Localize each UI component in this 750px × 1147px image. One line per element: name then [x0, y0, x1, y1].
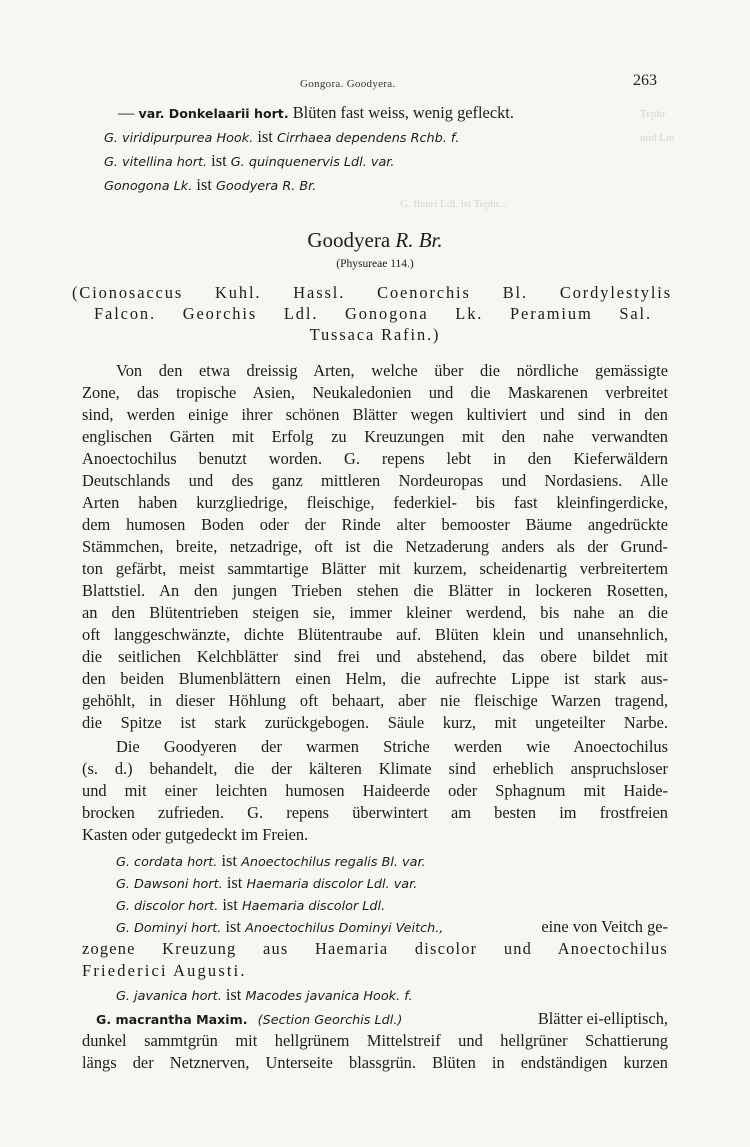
species-name: G. vitellina hort.	[104, 155, 208, 170]
text-line: und mit einer leichten humosen Haideerde oder Sphagnum mit Haide-	[82, 781, 668, 800]
bleed-through-text: Tephr	[640, 108, 666, 120]
text-line: Blattstiel. An den jungen Trieben stehen die Blätter in lockeren Rosetten,	[82, 581, 668, 600]
entry-viridipurpurea	[104, 126, 459, 150]
species-reference: G. quinquenervis Ldl. var.	[230, 155, 395, 170]
entry-text: Blätter ei-elliptisch,	[537, 1009, 668, 1028]
entry-donkelaarii	[118, 102, 514, 125]
text-line: gehöhlt, in dieser Höhlung oft behaart, aber nie fleischige Warzen tragend,	[82, 691, 668, 710]
text-line: die Spitze ist stark zurückgebogen. Säule kurz, mit ungeteilter Narbe.	[82, 713, 668, 732]
entry-text: Blüten fast weiss, wenig gefleckt.	[292, 103, 514, 122]
synonyms-line: Falcon. Georchis Ldl. Gonogona Lk. Peramium Sal.	[94, 304, 652, 323]
text-line: Stämmchen, breite, netzadrige, oft ist die Netzaderung anders als der Grund-	[82, 537, 668, 556]
species-name: G. discolor hort.	[116, 899, 219, 914]
section-reference: (Section Georchis Ldl.)	[257, 1013, 403, 1028]
entry-dawsoni	[116, 872, 417, 896]
text-line: den beiden Blumenblättern einen Helm, die aufrechte Lippe ist stark aus-	[82, 669, 668, 688]
text-line: an den Blütentrieben steigen sie, immer kleiner werdend, bis nahe an die	[82, 603, 668, 622]
entry-javanica	[116, 984, 413, 1008]
synonyms-line: Tussaca Rafin.)	[309, 325, 441, 344]
text-line: Friederici Augusti.	[82, 961, 247, 980]
text-line: dem humosen Boden oder der Rinde alter bemooster Bäume angedrückte	[82, 515, 668, 534]
synonyms-line: (Cionosaccus Kuhl. Hassl. Coenorchis Bl. Cordylestylis	[72, 283, 672, 302]
species-reference: Haemaria discolor Ldl.	[241, 899, 386, 914]
entry-discolor	[116, 894, 385, 918]
em-dash: —	[118, 103, 135, 122]
text-line: englischen Gärten mit Erfolg zu Kreuzungen mit den nahe verwandten	[82, 427, 668, 446]
species-name: G. viridipurpurea Hook.	[104, 131, 254, 146]
text-line: Die Goodyeren der warmen Striche werden wie Anoectochilus	[116, 737, 668, 756]
entry-text: ist	[257, 127, 273, 146]
entry-dominyi	[116, 916, 668, 940]
entry-macrantha	[96, 1008, 668, 1032]
text-line: Kasten oder gutgedeckt im Freien.	[82, 825, 309, 844]
text-line: Deutschlands und des ganz mittleren Nordeuropas und Nordasiens. Alle	[82, 471, 668, 490]
tribe-reference: (Physureae 114.)	[336, 258, 414, 270]
species-reference: Cirrhaea dependens Rchb. f.	[276, 131, 460, 146]
genus-name: Gonogona Lk.	[104, 179, 193, 194]
running-title: Gongora. Goodyera.	[300, 78, 396, 90]
entry-text: ist	[221, 851, 237, 870]
species-name: G. Dawsoni hort.	[116, 877, 223, 892]
species-reference: Anoectochilus regalis Bl. var.	[241, 855, 426, 870]
text-line: längs der Netznerven, Unterseite blassgrün. Blüten in endständigen kurzen	[82, 1053, 668, 1072]
entry-vitellina	[104, 150, 394, 174]
variety-name: var. Donkelaarii hort.	[138, 106, 289, 121]
page-number: 263	[633, 72, 657, 89]
entry-text: ist	[226, 873, 243, 892]
genus-author: R. Br.	[395, 228, 443, 252]
text-line: sind, werden einige ihrer schönen Blätter wegen kultiviert und sind in den	[82, 405, 668, 424]
entry-gonogona	[104, 174, 316, 198]
genus-reference: Goodyera R. Br.	[216, 179, 317, 194]
text-line: Zone, das tropische Asien, Neukaledonien und die Maskarenen verbreitet	[82, 383, 668, 402]
species-name: G. macrantha Maxim.	[96, 1012, 248, 1027]
entry-text: ist	[196, 175, 212, 194]
genus-heading	[0, 228, 750, 253]
text-line: brocken zufrieden. G. repens überwintert am besten im frostfreien	[82, 803, 668, 822]
text-line: Arten haben kurzgliedrige, fleischige, federkiel- bis fast kleinfingerdicke,	[82, 493, 668, 512]
text-line: die seitlichen Kelchblätter sind frei und abstehend, das obere bildet mit	[82, 647, 668, 666]
species-name: G. Dominyi hort.	[116, 921, 222, 936]
text-line: Von den etwa dreissig Arten, welche über die nördliche gemässigte	[116, 361, 668, 380]
text-line: zogene Kreuzung aus Haemaria discolor und Anoectochilus	[82, 939, 668, 958]
text-line: Anoectochilus benutzt worden. G. repens lebt in den Kieferwäldern	[82, 449, 668, 468]
entry-text: ist	[225, 917, 241, 936]
species-reference: Macodes javanica Hook. f.	[245, 989, 413, 1004]
bleed-through-text: G. fleuri Ldl. ist Tephr...	[400, 198, 507, 210]
genus-title: Goodyera	[307, 228, 391, 252]
entry-cordata	[116, 850, 426, 874]
text-line: ton gefärbt, meist sammtartige Blätter mit kurzem, scheidenartig verbreitertem	[82, 559, 668, 578]
species-name: G. cordata hort.	[116, 855, 218, 870]
bleed-through-text: und Lin	[640, 132, 675, 144]
entry-text: eine von Veitch ge-	[541, 917, 668, 936]
text-line: oft langgeschwänzte, dichte Blütentraube auf. Blüten klein und unansehnlich,	[82, 625, 668, 644]
species-name: G. javanica hort.	[116, 989, 222, 1004]
species-reference: Anoectochilus Dominyi Veitch.,	[245, 921, 444, 936]
text-line: (s. d.) behandelt, die der kälteren Klimate sind erheblich anspruchsloser	[82, 759, 668, 778]
page-header	[0, 70, 750, 90]
text-line: dunkel sammtgrün mit hellgrünem Mittelstreif und hellgrüner Schattierung	[82, 1031, 668, 1050]
entry-text: ist	[225, 985, 242, 1004]
entry-text: ist	[222, 895, 238, 914]
species-reference: Haemaria discolor Ldl. var.	[246, 877, 418, 892]
entry-text: ist	[211, 151, 227, 170]
